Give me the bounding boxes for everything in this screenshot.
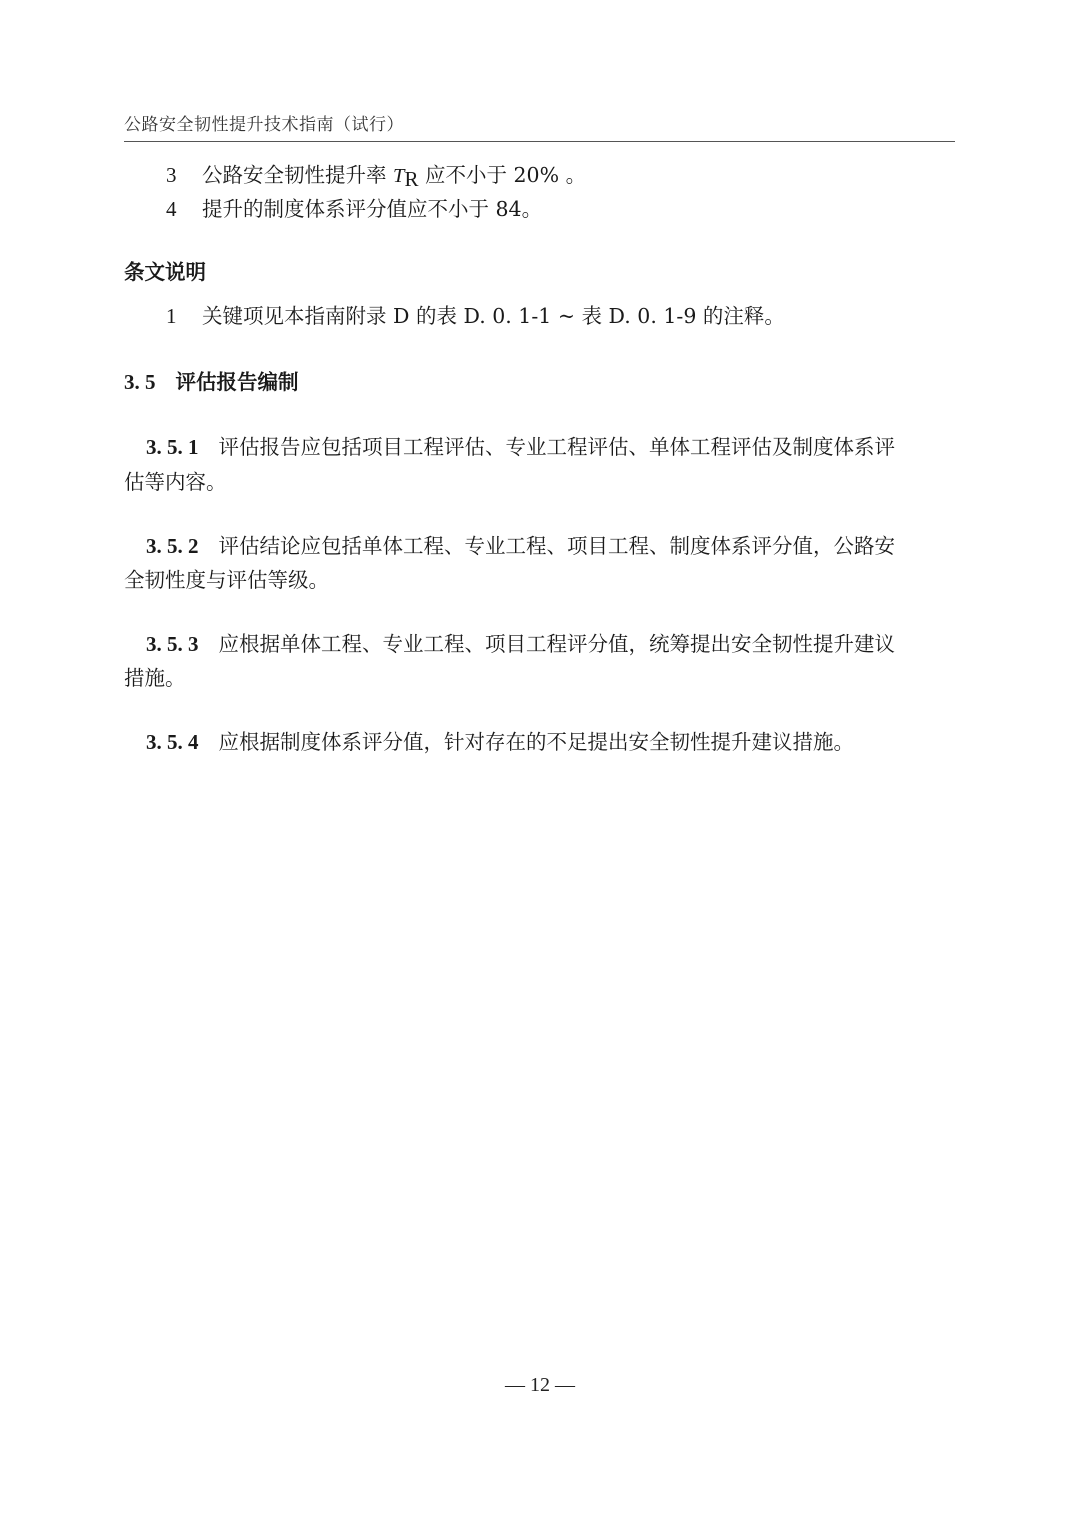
commentary-item-1 — [166, 303, 785, 329]
clause-3-5-3-line2: 措施。 — [124, 666, 186, 690]
clause-3-5-1-line1 — [146, 434, 895, 460]
requirement-text-before: 公路安全韧性提升率 — [202, 163, 394, 187]
clause-text: 应根据制度体系评分值，针对存在的不足提出安全韧性提升建议措施。 — [218, 730, 854, 754]
clause-number: 3. 5. 4 — [146, 730, 199, 754]
section-number: 3. 5 — [124, 370, 156, 394]
clause-text: 评估结论应包括单体工程、专业工程、项目工程、制度体系评分值，公路安 — [218, 534, 895, 558]
item-number: 4 — [166, 197, 177, 221]
requirement-text: 提升的制度体系评分值应不小于 84。 — [202, 197, 543, 221]
page-header-title: 公路安全韧性提升技术指南（试行） — [124, 115, 404, 135]
section-title: 评估报告编制 — [175, 370, 299, 394]
clause-text: 评估报告应包括项目工程评估、专业工程评估、单体工程评估及制度体系评 — [218, 435, 895, 459]
clause-text: 应根据单体工程、专业工程、项目工程评分值，统筹提出安全韧性提升建议 — [218, 632, 895, 656]
clause-3-5-2-line2: 全韧性度与评估等级。 — [124, 568, 329, 592]
clause-3-5-2-line1 — [146, 533, 895, 559]
clause-number: 3. 5. 1 — [146, 435, 199, 459]
requirement-item-4 — [166, 196, 542, 222]
requirement-text-after: 应不小于 20% 。 — [418, 163, 587, 187]
clause-3-5-4-line1 — [146, 729, 854, 755]
commentary-heading: 条文说明 — [124, 260, 206, 284]
variable-t: T — [393, 165, 405, 187]
clause-3-5-3-line1 — [146, 631, 895, 657]
section-heading — [124, 369, 299, 395]
clause-3-5-1-line2: 估等内容。 — [124, 470, 227, 494]
item-number: 3 — [166, 163, 177, 187]
page-number: — 12 — — [505, 1374, 575, 1396]
variable-subscript: R — [404, 167, 419, 191]
requirement-item-3 — [166, 162, 586, 192]
item-number: 1 — [166, 304, 177, 328]
header-divider — [124, 141, 955, 142]
clause-number: 3. 5. 3 — [146, 632, 199, 656]
commentary-text: 关键项见本指南附录 D 的表 D. 0. 1-1 ~ 表 D. 0. 1-9 的注释。 — [202, 304, 785, 328]
clause-number: 3. 5. 2 — [146, 534, 199, 558]
